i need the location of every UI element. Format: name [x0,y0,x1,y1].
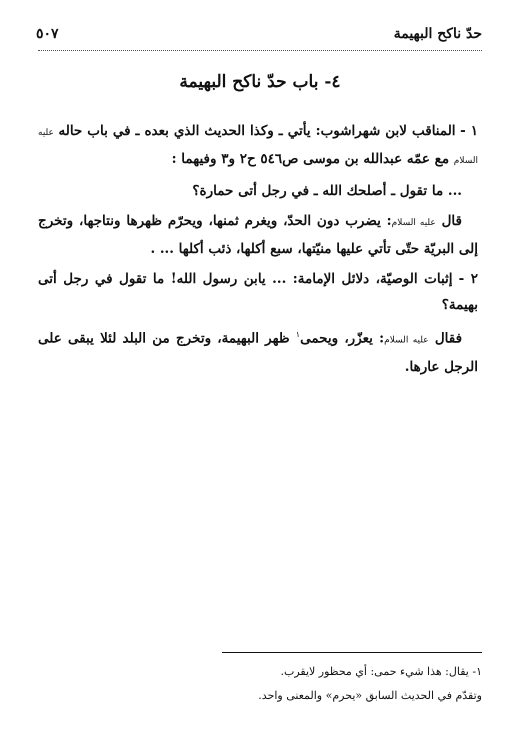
paragraph-1-source: المناقب لابن شهراشوب [320,123,456,139]
paragraph-2-honorific: عليه السلام [384,335,429,346]
footnote-reference: ١ [295,330,301,339]
paragraph-1 [38,118,478,174]
body-text [38,118,478,384]
header-rule [38,50,482,51]
chapter-title: ٤- باب حدّ ناكح البهيمة [179,72,341,92]
reply-text-a: : يعزّر، ويحمى [300,330,385,347]
footnote-2: وتقدّم في الحديث السابق «يحرم» والمعنى واحد. [258,689,482,702]
paragraph-2-source: إثبات الوصيّة، دلائل الإمامة [297,271,453,287]
paragraph-2 [38,266,478,318]
answer-text: : يضرب دون الحدّ، ويغرم ثمنها، ويحرّم ظهرها ونتاجها، وتخرج إلى البريّة حتّى تأتي عليها منيّتها، سبع أكلها، ذئب أكلها ... . [38,213,478,257]
paragraph-1-honorific-1: عليه السلام [38,128,478,166]
paragraph-1-honorific-2: عليه السلام [391,218,436,228]
paragraph-1-number: ١ - [460,123,478,139]
paragraph-1-text2: مع عمّه عبدالله بن موسى ص٥٤٦ ح٢ و٣ وفيهما : [171,151,454,167]
footnotes [38,660,482,708]
paragraph-1-answer [38,208,478,262]
paragraph-1-text1: : يأتي ـ وكذا الحديث الذي بعده ـ في باب حاله [58,123,321,139]
footnote-rule [222,652,482,653]
reply-text-b: ظهر البهيمة، وتخرج من البلد لئلا يبقى على الرجل عارها. [38,330,478,375]
question-text: ... ما تقول ـ أصلحك الله ـ في رجل أتى حمارة؟ [192,183,462,199]
page-number: ٥٠٧ [36,26,59,42]
running-title: حدّ ناكح البهيمة [393,26,482,42]
paragraph-2-number: ٢ - [458,271,478,287]
answer-lead: قال [435,213,462,229]
reply-lead: فقال [428,330,463,347]
paragraph-2-reply [38,322,478,380]
paragraph-2-text: : ... يابن رسول الله! ما تقول في رجل أتى بهيمة؟ [38,271,478,313]
page-header [36,26,482,48]
footnote-1: ١- يقال: هذا شيء حمى: أي محظور لايقرب. [280,665,482,678]
paragraph-1-question [38,178,478,204]
